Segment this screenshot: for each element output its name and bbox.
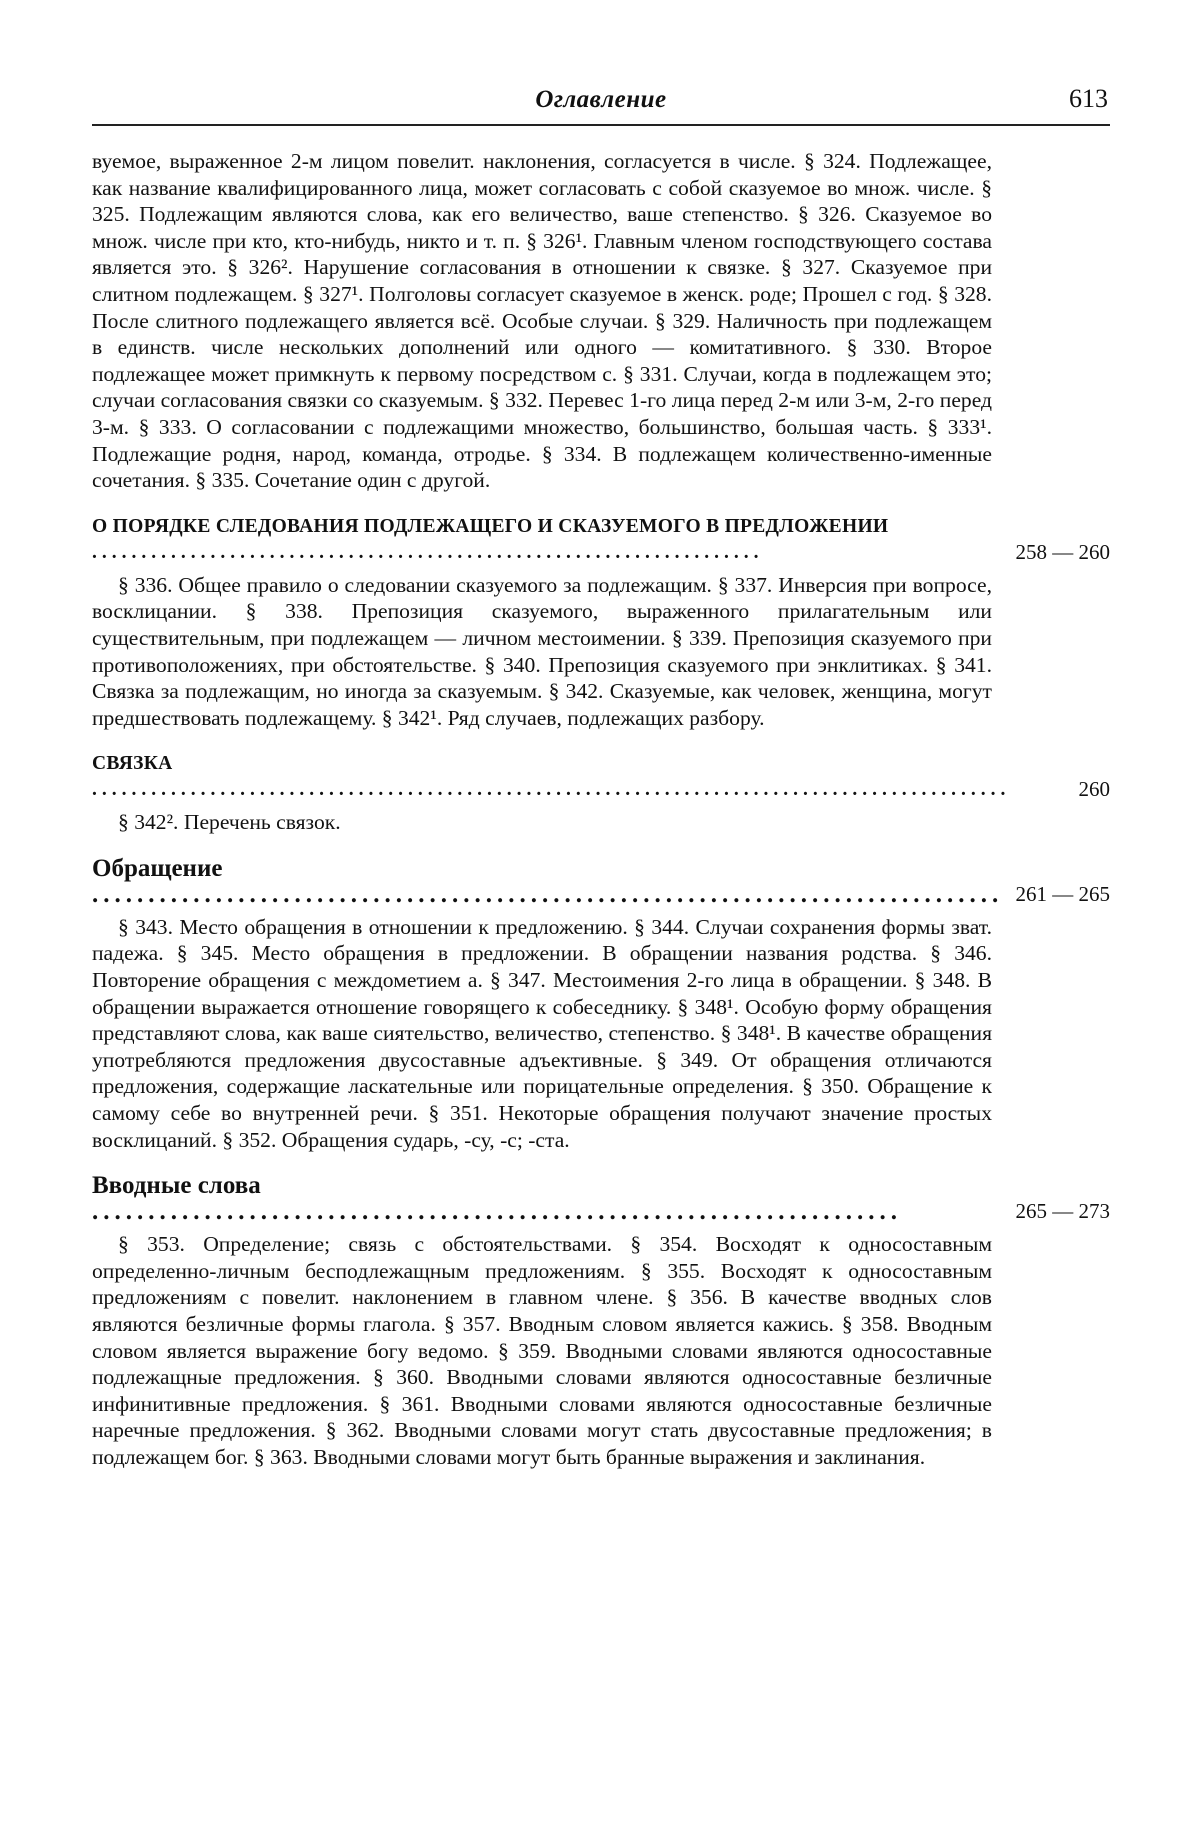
toc-entry-heading <box>92 514 1110 566</box>
toc-entry-body: § 336. Общее правило о следовании сказуемого за подлежащим. § 337. Инверсия при вопросе, восклицании. § 338. Препозиция сказуемого, выраженного прилагательным или существительным, при подлежащем — личном местоимении. § 339. Препозиция сказуемого при противоположениях, при обстоятельстве. § 340. Препозиция сказуемого при энклитиках. § 341. Связка за подлежащим, но иногда за сказуемым. § 342. Сказуемые, как человек, женщина, могут предшествовать подлежащему. § 342¹. Ряд случаев, подлежащих разбору. <box>92 572 992 730</box>
toc-content <box>92 148 1110 1471</box>
toc-section-copula <box>92 751 1110 836</box>
toc-entry-heading <box>92 751 1110 803</box>
toc-entry-title-text: Обращение <box>92 854 223 882</box>
toc-section-address <box>92 856 1110 1153</box>
toc-entry-pages: 265 — 273 <box>1015 1199 1110 1224</box>
toc-entry-title-text: Вводные слова <box>92 1172 261 1200</box>
toc-entry-body: § 342². Перечень связок. <box>118 810 341 835</box>
toc-section-parenthetical <box>92 1173 1110 1470</box>
toc-entry-body: § 343. Место обращения в отношении к предложению. § 344. Случаи сохранения формы зват. падежа. § 345. Место обращения в предложении. В обращении названия родства. § 346. Повторение обращения с междометием а. § 347. Местоимения 2-го лица в обращении. § 348. В обращении выражается отношение говорящего к собеседнику. § 348¹. Особую форму обращения представляют слова, как ваше сиятельство, величество, степенство. § 348¹. В качестве обращения употребляются предложения двусоставные адъективные. § 349. От обращения отличаются предложения, содержащие ласкательные или порицательные определения. § 350. Обращение к самому себе во внутренней речи. § 351. Некоторые обращения получают значение простых восклицаний. § 352. Обращения сударь, -су, -с; -ста. <box>92 914 992 1152</box>
toc-entry-heading <box>92 1173 1110 1225</box>
toc-entry-title <box>92 1173 992 1225</box>
toc-entry-title <box>92 514 992 566</box>
running-header <box>92 84 1110 126</box>
toc-entry-pages: 258 — 260 <box>1015 539 1110 564</box>
page-number: 613 <box>1069 84 1108 113</box>
leader-dots: .................................................................... <box>92 541 764 563</box>
leader-dots: ............................................................................................. <box>92 779 1011 801</box>
leader-dots: ................................................................................. <box>92 880 1004 908</box>
toc-entry-pages: 260 <box>1078 777 1110 802</box>
toc-entry-heading <box>92 856 1110 908</box>
toc-entry-pages: 261 — 265 <box>1015 881 1110 906</box>
running-title: Оглавление <box>535 86 667 113</box>
toc-entry-title-text: СВЯЗКА <box>92 753 173 775</box>
toc-section-word-order <box>92 514 1110 732</box>
intro-paragraph: вуемое, выраженное 2-м лицом повелит. наклонения, согласуется в числе. § 324. Подлежащее, как название квалифицированного лица, может согласовать с собой сказуемое во множ. числе. § 325. Подлежащим являются слова, как его величество, ваше степенство. § 326. Сказуемое во множ. числе при кто, кто-нибудь, никто и т. п. § 326¹. Главным членом господствующего состава является это. § 326². Нарушение согласования в отношении к связке. § 327. Сказуемое при слитном подлежащем. § 327¹. Полголовы согласует сказуемое в женск. роде; Прошел с год. § 328. После слитного подлежащего является всё. Особые случаи. § 329. Наличность при подлежащем в единств. числе нескольких дополнений или одного — комитативного. § 330. Второе подлежащее может примкнуть к первому посредством с. § 331. Случаи, когда в подлежащем это; случаи согласования связки со сказуемым. § 332. Перевес 1-го лица перед 2-м или 3-м, 2-го перед 3-м. § 333. О согласовании с подлежащими множество, большинство, большая часть. § 333¹. Подлежащие родня, народ, команда, отродье. § 334. В подлежащем количественно-именные сочетания. § 335. Сочетание один с другой. <box>92 149 992 493</box>
toc-entry-body: § 353. Определение; связь с обстоятельствами. § 354. Восходят к односоставным определенно-личным бесподлежащным предложениям. § 355. Восходят к односоставным предложениям с повелит. наклонением в главном члене. § 356. В качестве вводных слов являются безличные формы глагола. § 357. Вводным словом является кажись. § 358. Вводным словом является выражение богу ведомо. § 359. Вводными словами являются односоставные подлежащные предложения. § 360. Вводными словами являются односоставные безличные инфинитивные предложения. § 361. Вводными словами являются односоставные безличные наречные предложения. § 362. Вводными словами могут стать двусоставные предложения; в подлежащем бог. § 363. Вводными словами могут быть бранные выражения и заклинания. <box>92 1232 992 1469</box>
toc-entry-title-text: О ПОРЯДКЕ СЛЕДОВАНИЯ ПОДЛЕЖАЩЕГО И СКАЗУЕМОГО В ПРЕДЛОЖЕНИИ <box>92 515 889 537</box>
toc-entry-title <box>92 751 1011 803</box>
toc-entry-title <box>92 854 1004 908</box>
leader-dots: ........................................................................ <box>92 1198 902 1226</box>
